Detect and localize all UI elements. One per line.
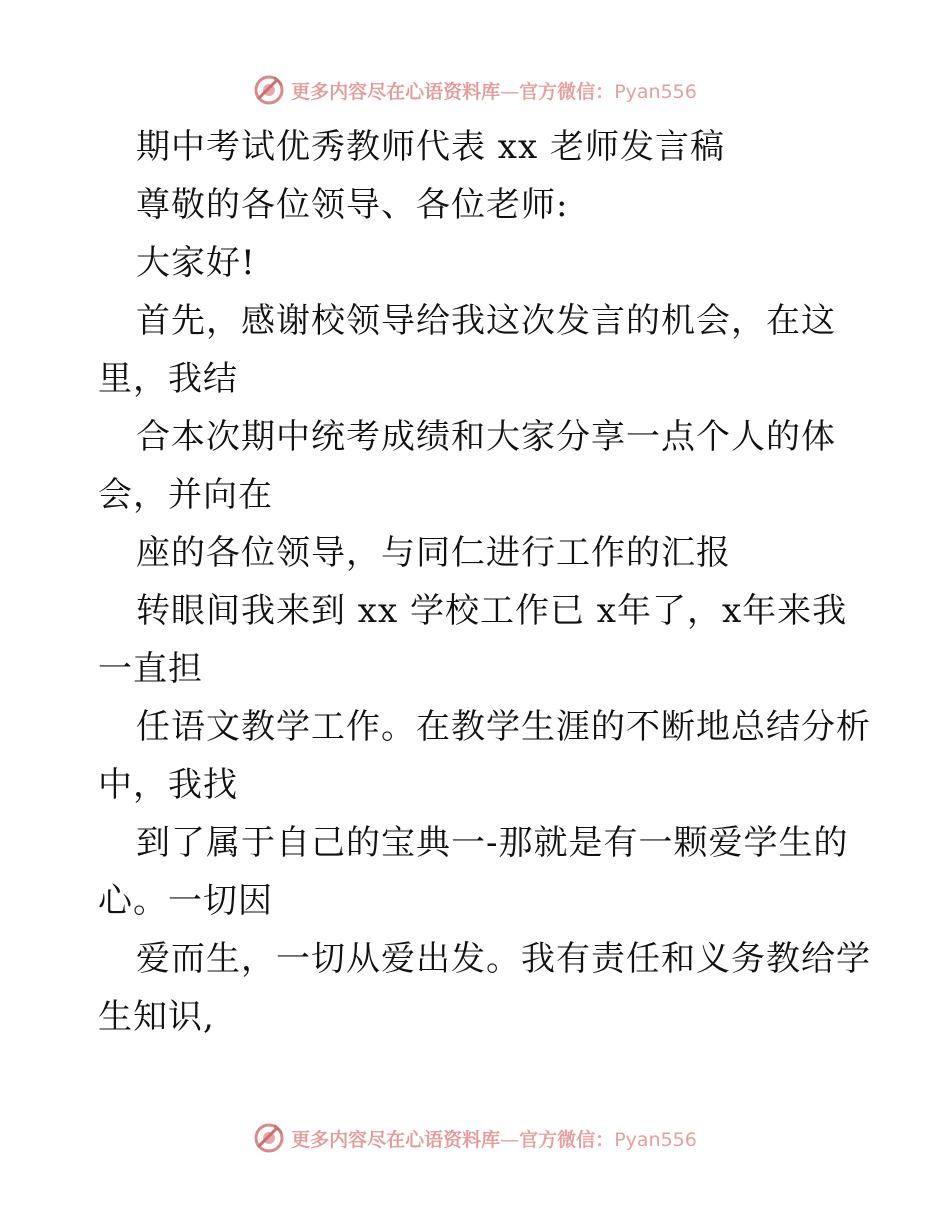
paragraph-line: 爱而生，一切从爱出发。我有责任和义务教给学 xyxy=(136,939,871,979)
paragraph-line: 心。一切因 xyxy=(98,881,273,921)
paragraph-line: 一直担 xyxy=(98,649,203,689)
watermark-id: Pyan556 xyxy=(614,80,697,103)
paragraph-line: 会，并向在 xyxy=(98,475,273,515)
watermark-main: 更多内容尽在心语资料库 xyxy=(291,80,501,103)
paragraph-line: 中，我找 xyxy=(98,765,238,805)
paragraph-line: 任语文教学工作。在教学生涯的不断地总结分析 xyxy=(136,707,871,747)
seal-logo-icon xyxy=(253,1122,285,1154)
watermark-text xyxy=(291,1125,697,1152)
watermark-dash: — xyxy=(500,1128,520,1151)
footer-watermark xyxy=(0,1118,950,1158)
watermark-main: 更多内容尽在心语资料库 xyxy=(291,1128,501,1151)
paragraph-line: 里，我结 xyxy=(98,359,238,399)
watermark-dash: — xyxy=(500,80,520,103)
header-watermark xyxy=(0,70,950,110)
watermark-tail: 官方微信： xyxy=(519,1128,615,1151)
watermark-tail: 官方微信： xyxy=(519,80,615,103)
watermark-id: Pyan556 xyxy=(614,1128,697,1151)
paragraph-line: 转眼间我来到 xx 学校工作已 x年了，x年来我 xyxy=(136,591,848,631)
document-body xyxy=(98,118,898,1046)
paragraph-line: 首先，感谢校领导给我这次发言的机会，在这 xyxy=(136,301,836,341)
document-title: 期中考试优秀教师代表 xx 老师发言稿 xyxy=(136,127,725,167)
paragraph-line: 到了属于自己的宝典一-那就是有一颗爱学生的 xyxy=(136,823,849,863)
watermark-text xyxy=(291,77,697,104)
paragraph-line: 合本次期中统考成绩和大家分享一点个人的体 xyxy=(136,417,836,457)
paragraph-line: 大家好! xyxy=(136,243,256,283)
paragraph-line: 尊敬的各位领导、各位老师: xyxy=(136,185,569,225)
paragraph-line: 座的各位领导，与同仁进行工作的汇报 xyxy=(136,533,731,573)
seal-logo-icon xyxy=(253,74,285,106)
paragraph-line: 生知识, xyxy=(98,997,215,1037)
